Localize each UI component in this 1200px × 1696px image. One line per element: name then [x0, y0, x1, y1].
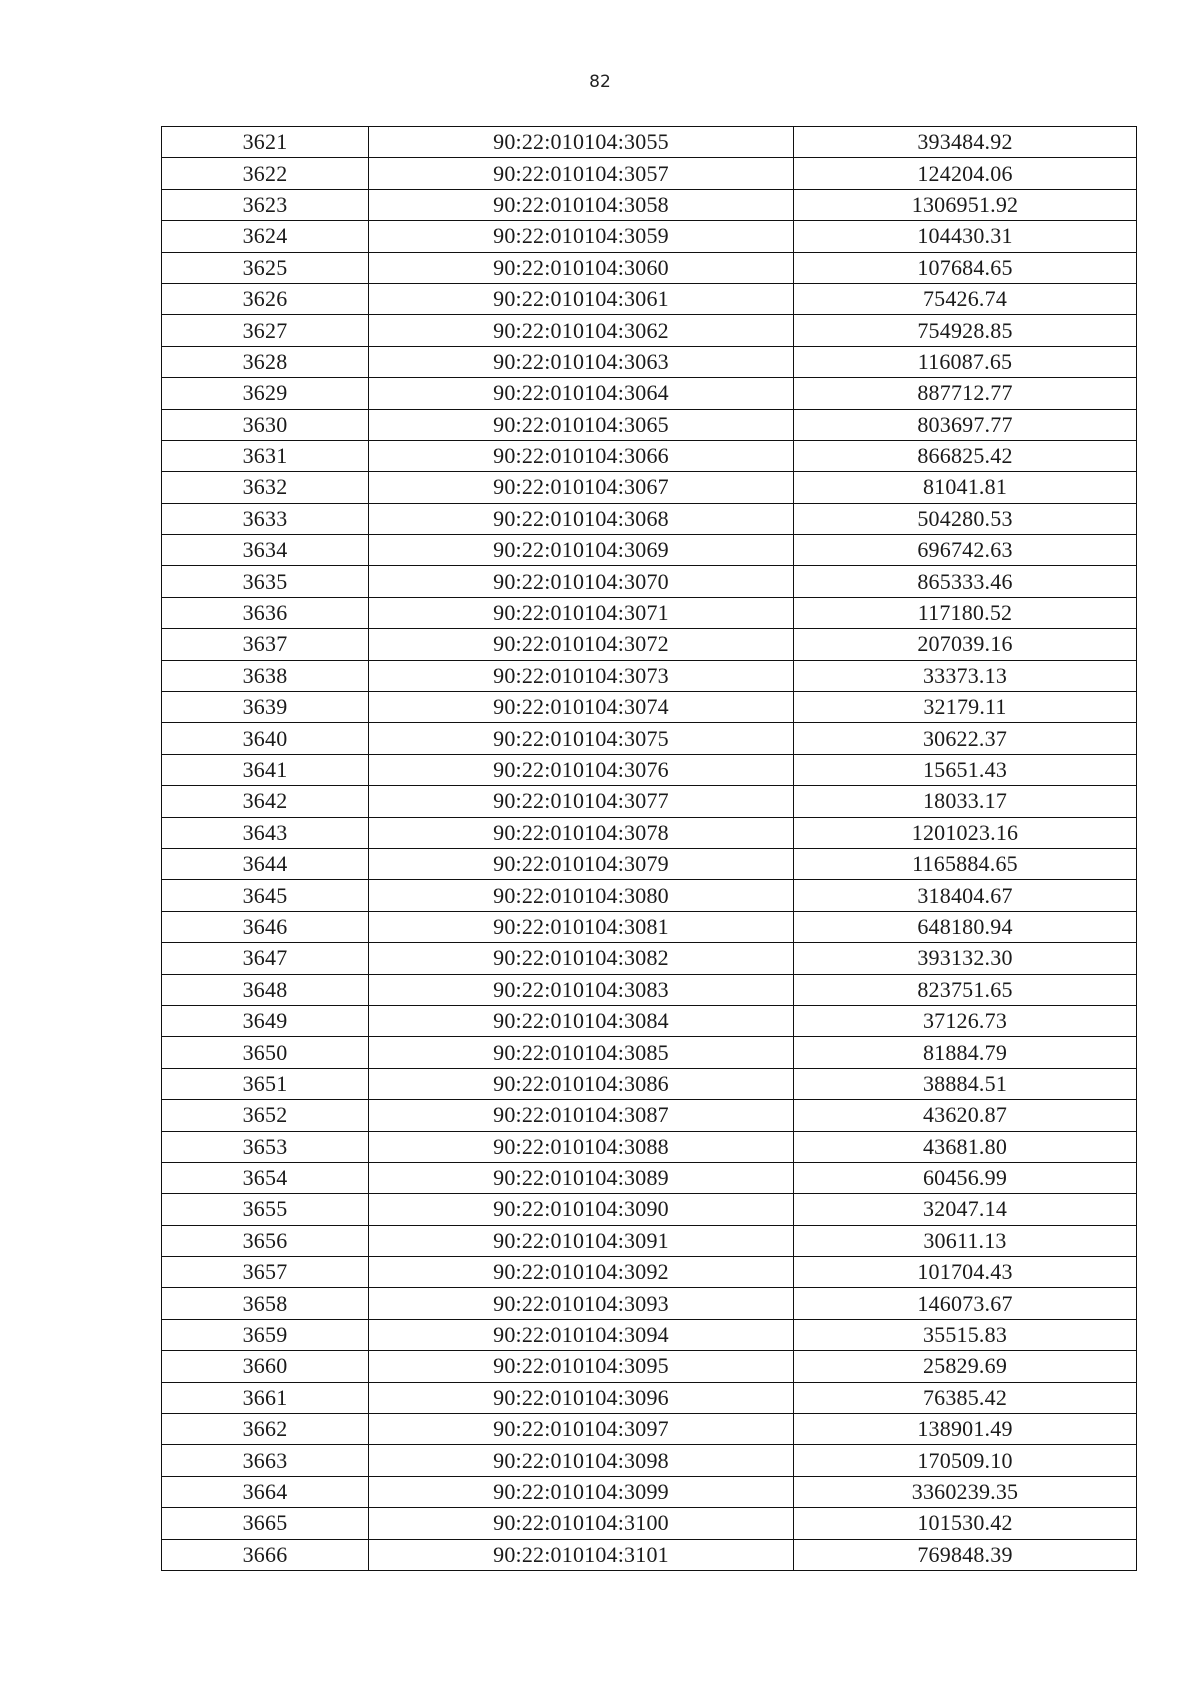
table-row: [162, 1414, 1137, 1445]
cadastral-value-cell: 25829.69: [794, 1351, 1137, 1382]
row-number-cell: 3647: [162, 943, 369, 974]
cadastral-value-cell: 1201023.16: [794, 817, 1137, 848]
cadastral-value-cell: 866825.42: [794, 440, 1137, 471]
table-row: [162, 1319, 1137, 1350]
cadastral-value-cell: 30622.37: [794, 723, 1137, 754]
table-row: [162, 315, 1137, 346]
cadastral-number-cell: 90:22:010104:3100: [369, 1508, 794, 1539]
cadastral-value-cell: 170509.10: [794, 1445, 1137, 1476]
cadastral-value-cell: 37126.73: [794, 1005, 1137, 1036]
cadastral-number-cell: 90:22:010104:3057: [369, 158, 794, 189]
cadastral-number-cell: 90:22:010104:3064: [369, 378, 794, 409]
table-row: [162, 158, 1137, 189]
table-row: [162, 1476, 1137, 1507]
row-number-cell: 3623: [162, 189, 369, 220]
cadastral-value-cell: 60456.99: [794, 1162, 1137, 1193]
table-row: [162, 723, 1137, 754]
cadastral-value-cell: 81041.81: [794, 472, 1137, 503]
table-row: [162, 786, 1137, 817]
cadastral-value-cell: 75426.74: [794, 283, 1137, 314]
row-number-cell: 3664: [162, 1476, 369, 1507]
cadastral-number-cell: 90:22:010104:3098: [369, 1445, 794, 1476]
cadastral-value-cell: 124204.06: [794, 158, 1137, 189]
table-row: [162, 1445, 1137, 1476]
cadastral-number-cell: 90:22:010104:3099: [369, 1476, 794, 1507]
cadastral-value-cell: 32179.11: [794, 692, 1137, 723]
row-number-cell: 3662: [162, 1414, 369, 1445]
cadastral-number-cell: 90:22:010104:3097: [369, 1414, 794, 1445]
cadastral-value-cell: 43620.87: [794, 1100, 1137, 1131]
row-number-cell: 3644: [162, 848, 369, 879]
table-row: [162, 1508, 1137, 1539]
cadastral-number-cell: 90:22:010104:3068: [369, 503, 794, 534]
cadastral-value-cell: 823751.65: [794, 974, 1137, 1005]
row-number-cell: 3649: [162, 1005, 369, 1036]
row-number-cell: 3665: [162, 1508, 369, 1539]
table-row: [162, 848, 1137, 879]
table-row: [162, 189, 1137, 220]
row-number-cell: 3633: [162, 503, 369, 534]
cadastral-value-cell: 38884.51: [794, 1068, 1137, 1099]
cadastral-number-cell: 90:22:010104:3094: [369, 1319, 794, 1350]
row-number-cell: 3629: [162, 378, 369, 409]
cadastral-number-cell: 90:22:010104:3076: [369, 754, 794, 785]
table-row: [162, 566, 1137, 597]
cadastral-number-cell: 90:22:010104:3096: [369, 1382, 794, 1413]
page-number: 82: [589, 72, 611, 92]
cadastral-number-cell: 90:22:010104:3090: [369, 1194, 794, 1225]
cadastral-number-cell: 90:22:010104:3083: [369, 974, 794, 1005]
cadastral-number-cell: 90:22:010104:3086: [369, 1068, 794, 1099]
table-row: [162, 378, 1137, 409]
row-number-cell: 3660: [162, 1351, 369, 1382]
cadastral-value-cell: 207039.16: [794, 629, 1137, 660]
table-row: [162, 127, 1137, 158]
table-row: [162, 1288, 1137, 1319]
table-row: [162, 754, 1137, 785]
cadastral-value-cell: 146073.67: [794, 1288, 1137, 1319]
row-number-cell: 3642: [162, 786, 369, 817]
cadastral-number-cell: 90:22:010104:3070: [369, 566, 794, 597]
cadastral-value-cell: 393484.92: [794, 127, 1137, 158]
cadastral-number-cell: 90:22:010104:3060: [369, 252, 794, 283]
table-row: [162, 1131, 1137, 1162]
cadastral-value-cell: 30611.13: [794, 1225, 1137, 1256]
row-number-cell: 3628: [162, 346, 369, 377]
table-row: [162, 629, 1137, 660]
row-number-cell: 3627: [162, 315, 369, 346]
row-number-cell: 3639: [162, 692, 369, 723]
table-row: [162, 974, 1137, 1005]
table-row: [162, 943, 1137, 974]
table-row: [162, 283, 1137, 314]
cadastral-number-cell: 90:22:010104:3080: [369, 880, 794, 911]
cadastral-number-cell: 90:22:010104:3081: [369, 911, 794, 942]
table-row: [162, 1539, 1137, 1570]
cadastral-number-cell: 90:22:010104:3062: [369, 315, 794, 346]
row-number-cell: 3651: [162, 1068, 369, 1099]
row-number-cell: 3657: [162, 1257, 369, 1288]
row-number-cell: 3625: [162, 252, 369, 283]
cadastral-number-cell: 90:22:010104:3071: [369, 597, 794, 628]
cadastral-value-cell: 769848.39: [794, 1539, 1137, 1570]
table-body: [162, 127, 1137, 1571]
table-row: [162, 1162, 1137, 1193]
table-row: [162, 221, 1137, 252]
table-row: [162, 1037, 1137, 1068]
table-row: [162, 252, 1137, 283]
cadastral-value-cell: 101530.42: [794, 1508, 1137, 1539]
cadastral-value-cell: 504280.53: [794, 503, 1137, 534]
cadastral-number-cell: 90:22:010104:3089: [369, 1162, 794, 1193]
cadastral-value-cell: 865333.46: [794, 566, 1137, 597]
row-number-cell: 3646: [162, 911, 369, 942]
cadastral-number-cell: 90:22:010104:3088: [369, 1131, 794, 1162]
row-number-cell: 3645: [162, 880, 369, 911]
row-number-cell: 3630: [162, 409, 369, 440]
row-number-cell: 3622: [162, 158, 369, 189]
table-row: [162, 1005, 1137, 1036]
cadastral-value-cell: 107684.65: [794, 252, 1137, 283]
cadastral-value-cell: 138901.49: [794, 1414, 1137, 1445]
cadastral-value-cell: 35515.83: [794, 1319, 1137, 1350]
cadastral-number-cell: 90:22:010104:3072: [369, 629, 794, 660]
row-number-cell: 3663: [162, 1445, 369, 1476]
cadastral-value-cell: 318404.67: [794, 880, 1137, 911]
table-row: [162, 660, 1137, 691]
cadastral-value-cell: 887712.77: [794, 378, 1137, 409]
cadastral-number-cell: 90:22:010104:3058: [369, 189, 794, 220]
table-row: [162, 1382, 1137, 1413]
cadastral-number-cell: 90:22:010104:3079: [369, 848, 794, 879]
cadastral-number-cell: 90:22:010104:3092: [369, 1257, 794, 1288]
table-row: [162, 1225, 1137, 1256]
table-row: [162, 440, 1137, 471]
cadastral-value-cell: 696742.63: [794, 535, 1137, 566]
cadastral-value-cell: 18033.17: [794, 786, 1137, 817]
cadastral-value-cell: 101704.43: [794, 1257, 1137, 1288]
cadastral-value-cell: 76385.42: [794, 1382, 1137, 1413]
table-row: [162, 535, 1137, 566]
cadastral-number-cell: 90:22:010104:3059: [369, 221, 794, 252]
table-row: [162, 1100, 1137, 1131]
cadastral-value-cell: 32047.14: [794, 1194, 1137, 1225]
cadastral-number-cell: 90:22:010104:3101: [369, 1539, 794, 1570]
cadastral-number-cell: 90:22:010104:3069: [369, 535, 794, 566]
cadastral-value-cell: 754928.85: [794, 315, 1137, 346]
cadastral-value-cell: 104430.31: [794, 221, 1137, 252]
cadastral-number-cell: 90:22:010104:3095: [369, 1351, 794, 1382]
cadastral-value-table: [161, 126, 1137, 1571]
row-number-cell: 3661: [162, 1382, 369, 1413]
row-number-cell: 3634: [162, 535, 369, 566]
row-number-cell: 3650: [162, 1037, 369, 1068]
cadastral-number-cell: 90:22:010104:3084: [369, 1005, 794, 1036]
cadastral-number-cell: 90:22:010104:3093: [369, 1288, 794, 1319]
cadastral-value-cell: 33373.13: [794, 660, 1137, 691]
cadastral-number-cell: 90:22:010104:3055: [369, 127, 794, 158]
cadastral-number-cell: 90:22:010104:3066: [369, 440, 794, 471]
cadastral-value-cell: 1306951.92: [794, 189, 1137, 220]
table-row: [162, 1351, 1137, 1382]
cadastral-value-cell: 43681.80: [794, 1131, 1137, 1162]
cadastral-value-cell: 1165884.65: [794, 848, 1137, 879]
cadastral-number-cell: 90:22:010104:3087: [369, 1100, 794, 1131]
cadastral-number-cell: 90:22:010104:3077: [369, 786, 794, 817]
row-number-cell: 3621: [162, 127, 369, 158]
row-number-cell: 3640: [162, 723, 369, 754]
row-number-cell: 3659: [162, 1319, 369, 1350]
cadastral-number-cell: 90:22:010104:3085: [369, 1037, 794, 1068]
row-number-cell: 3666: [162, 1539, 369, 1570]
table-row: [162, 1068, 1137, 1099]
cadastral-number-cell: 90:22:010104:3074: [369, 692, 794, 723]
table-row: [162, 911, 1137, 942]
cadastral-value-cell: 3360239.35: [794, 1476, 1137, 1507]
row-number-cell: 3635: [162, 566, 369, 597]
cadastral-number-cell: 90:22:010104:3061: [369, 283, 794, 314]
table-row: [162, 472, 1137, 503]
cadastral-number-cell: 90:22:010104:3063: [369, 346, 794, 377]
row-number-cell: 3658: [162, 1288, 369, 1319]
table-row: [162, 409, 1137, 440]
row-number-cell: 3641: [162, 754, 369, 785]
table-row: [162, 692, 1137, 723]
row-number-cell: 3643: [162, 817, 369, 848]
table-row: [162, 503, 1137, 534]
row-number-cell: 3653: [162, 1131, 369, 1162]
row-number-cell: 3637: [162, 629, 369, 660]
cadastral-value-cell: 648180.94: [794, 911, 1137, 942]
cadastral-value-cell: 117180.52: [794, 597, 1137, 628]
cadastral-number-cell: 90:22:010104:3082: [369, 943, 794, 974]
cadastral-number-cell: 90:22:010104:3067: [369, 472, 794, 503]
row-number-cell: 3648: [162, 974, 369, 1005]
row-number-cell: 3636: [162, 597, 369, 628]
row-number-cell: 3632: [162, 472, 369, 503]
table-row: [162, 880, 1137, 911]
cadastral-value-cell: 116087.65: [794, 346, 1137, 377]
cadastral-value-cell: 81884.79: [794, 1037, 1137, 1068]
row-number-cell: 3652: [162, 1100, 369, 1131]
cadastral-value-cell: 393132.30: [794, 943, 1137, 974]
cadastral-number-cell: 90:22:010104:3091: [369, 1225, 794, 1256]
table-row: [162, 1194, 1137, 1225]
cadastral-number-cell: 90:22:010104:3075: [369, 723, 794, 754]
row-number-cell: 3626: [162, 283, 369, 314]
cadastral-value-cell: 803697.77: [794, 409, 1137, 440]
row-number-cell: 3655: [162, 1194, 369, 1225]
cadastral-number-cell: 90:22:010104:3078: [369, 817, 794, 848]
row-number-cell: 3631: [162, 440, 369, 471]
cadastral-number-cell: 90:22:010104:3073: [369, 660, 794, 691]
row-number-cell: 3638: [162, 660, 369, 691]
table-row: [162, 817, 1137, 848]
cadastral-value-cell: 15651.43: [794, 754, 1137, 785]
row-number-cell: 3654: [162, 1162, 369, 1193]
table-row: [162, 346, 1137, 377]
table-row: [162, 1257, 1137, 1288]
cadastral-number-cell: 90:22:010104:3065: [369, 409, 794, 440]
row-number-cell: 3656: [162, 1225, 369, 1256]
table-row: [162, 597, 1137, 628]
row-number-cell: 3624: [162, 221, 369, 252]
